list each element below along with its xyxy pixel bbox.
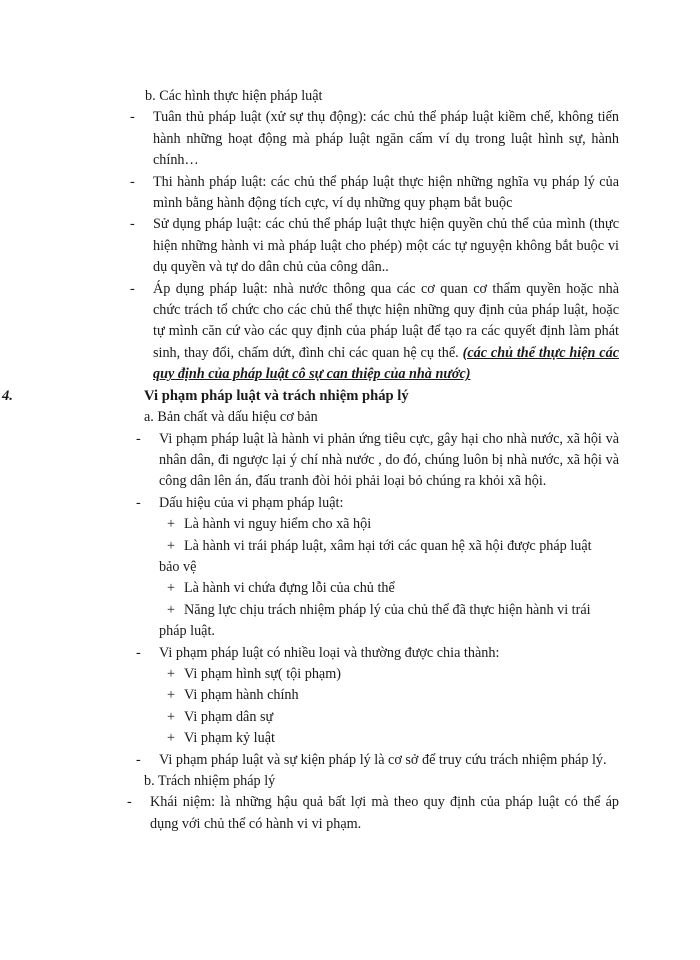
plus-marker: + <box>167 601 176 618</box>
list-item-form-4: - Áp dụng pháp luật: nhà nước thông qua các cơ quan cơ thẩm quyền hoặc nhà chức trách tổ chức cho các chủ thể thực hiện những quy định của pháp luật, hoặc tự mình căn cứ vào các quy định của pháp luật để tạo ra các quyết định làm phát sinh, thay đổi, chấm dứt, đình chỉ các quan hệ cụ thể. (các chủ thể thực hiện các quy định của pháp luật cô sự can thiệp của nhà nước) <box>130 280 619 383</box>
sign-item-4: + Năng lực chịu trách nhiệm pháp lý của chủ thể đã thực hiện hành vi trái pháp luật. <box>159 601 591 640</box>
plus-marker: + <box>167 687 176 704</box>
list-item-types-title: - Vi phạm pháp luật có nhiều loại và thường được chia thành: <box>159 643 619 664</box>
dash-marker: - <box>130 280 135 297</box>
list-item-form-2: - Thi hành pháp luật: các chủ thể pháp luật thực hiện những nghĩa vụ pháp lý của mình bằng hành động tích cực, ví dụ những quy phạm bắt buộc <box>130 173 619 212</box>
list-item-form-1: - Tuân thủ pháp luật (xử sự thụ động): các chủ thể pháp luật kiềm chế, không tiến hành những hoạt động mà pháp luật ngăn cấm ví dụ trong luật hình sự, hành chính… <box>130 109 619 169</box>
section-number: 4. <box>2 387 13 404</box>
subsection-nature-heading: a. Bản chất và dấu hiệu cơ bản <box>144 409 318 426</box>
plus-marker: + <box>167 708 176 725</box>
plus-marker: + <box>167 580 176 597</box>
type-item-2: + Vi phạm hành chính <box>184 685 620 706</box>
subsection-forms-heading: b. Các hình thực hiện pháp luật <box>145 88 323 104</box>
type-item-1: + Vi phạm hình sự( tội phạm) <box>184 664 620 685</box>
forms-emphasis-note: (các chủ thể thực hiện các quy định của pháp luật cô sự can thiệp của nhà nước) <box>153 344 619 383</box>
dash-marker: - <box>130 173 135 190</box>
dash-marker: - <box>130 109 135 126</box>
dash-marker: - <box>127 794 132 811</box>
dash-marker: - <box>136 430 141 447</box>
list-item-form-3: - Sử dụng pháp luật: các chủ thể pháp luật thực hiện quyền chủ thể của mình (thực hiện những hành vi mà pháp luật cho phép) một các tự nguyện không bắt buộc vi dụ quyền và tự do dân chủ của công dân.. <box>130 216 619 276</box>
sign-item-1: + Là hành vi nguy hiểm cho xã hội <box>184 514 620 535</box>
plus-marker: + <box>167 516 176 533</box>
type-item-3: + Vi phạm dân sự <box>184 707 620 728</box>
list-item-nature: - Vi phạm pháp luật là hành vi phản ứng tiêu cực, gây hại cho nhà nước, xã hội và nhân dân, đi ngược lại ý chí nhà nước , do đó, chúng luôn bị nhà nước, xã hội và công dân lên án, đấu tranh đòi hỏi phải loại bỏ chúng ra khỏi xã hội. <box>136 430 619 490</box>
sign-item-3: + Là hành vi chứa đựng lỗi của chủ thể <box>184 578 620 599</box>
section-4-heading <box>2 386 700 407</box>
plus-marker: + <box>167 665 176 682</box>
dash-marker: - <box>136 494 141 511</box>
list-item-signs-title: - Dấu hiệu của vi phạm pháp luật: <box>159 493 619 514</box>
type-item-4: + Vi phạm kỷ luật <box>184 728 620 749</box>
sign-item-2: + Là hành vi trái pháp luật, xâm hại tới các quan hệ xã hội được pháp luật bảo vệ <box>159 537 592 575</box>
dash-marker: - <box>136 751 141 768</box>
list-item-concept: - Khái niệm: là những hậu quả bất lợi mà theo quy định của pháp luật có thể áp dụng với chủ thể có hành vi vi phạm. <box>127 794 619 832</box>
subsection-responsibility-heading: b. Trách nhiệm pháp lý <box>144 773 276 789</box>
plus-marker: + <box>167 730 176 747</box>
dash-marker: - <box>136 644 141 661</box>
list-item-basis: - Vi phạm pháp luật và sự kiện pháp lý là cơ sở để truy cứu trách nhiệm pháp lý. <box>159 750 619 771</box>
plus-marker: + <box>167 537 176 554</box>
section-title: Vi phạm pháp luật và trách nhiệm pháp lý <box>144 387 409 404</box>
dash-marker: - <box>130 216 135 233</box>
